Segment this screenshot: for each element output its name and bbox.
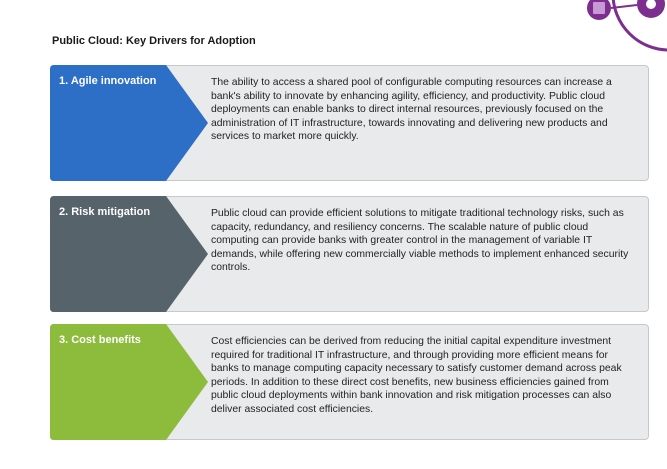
driver-label: 1. Agile innovation — [59, 75, 157, 87]
driver-description: The ability to access a shared pool of configurable computing resources can increase a bank's ability to innovate by enhancing agility, efficiency, and productivity. Public cloud deployments can enable banks to direct internal resources, previously focused on the administration of IT infrastructure, towards innovating and delivering new products and services to market more quickly. — [211, 77, 612, 142]
decorative-network-graphic — [577, 0, 667, 66]
driver-label: 2. Risk mitigation — [59, 206, 151, 218]
driver-agile-innovation — [50, 65, 649, 181]
chevron-risk-mitigation — [50, 196, 208, 312]
driver-description: Public cloud can provide efficient solutions to mitigate traditional technology risks, such as capacity, redundancy, and resiliency concerns. The scalable nature of public cloud computing can provide banks with greater control in the management of variable IT demands, while offering new commercially viable methods to implement enhanced security controls. — [211, 208, 629, 273]
page-title: Public Cloud: Key Drivers for Adoption — [52, 35, 256, 47]
chevron-cost-benefits — [50, 324, 208, 440]
chevron-agile-innovation — [50, 65, 208, 181]
driver-cost-benefits — [50, 324, 649, 440]
driver-label: 3. Cost benefits — [59, 334, 141, 346]
driver-risk-mitigation — [50, 196, 649, 312]
driver-description: Cost efficiencies can be derived from reducing the initial capital expenditure investment required for traditional IT infrastructure, and through providing more efficient means for banks to manage computing capacity necessary to satisfy customer demand across peak periods. In addition to these direct cost benefits, new business efficiencies gained from public cloud deployments within bank innovation and risk mitigation processes can also deliver associated cost efficiencies. — [211, 336, 622, 415]
